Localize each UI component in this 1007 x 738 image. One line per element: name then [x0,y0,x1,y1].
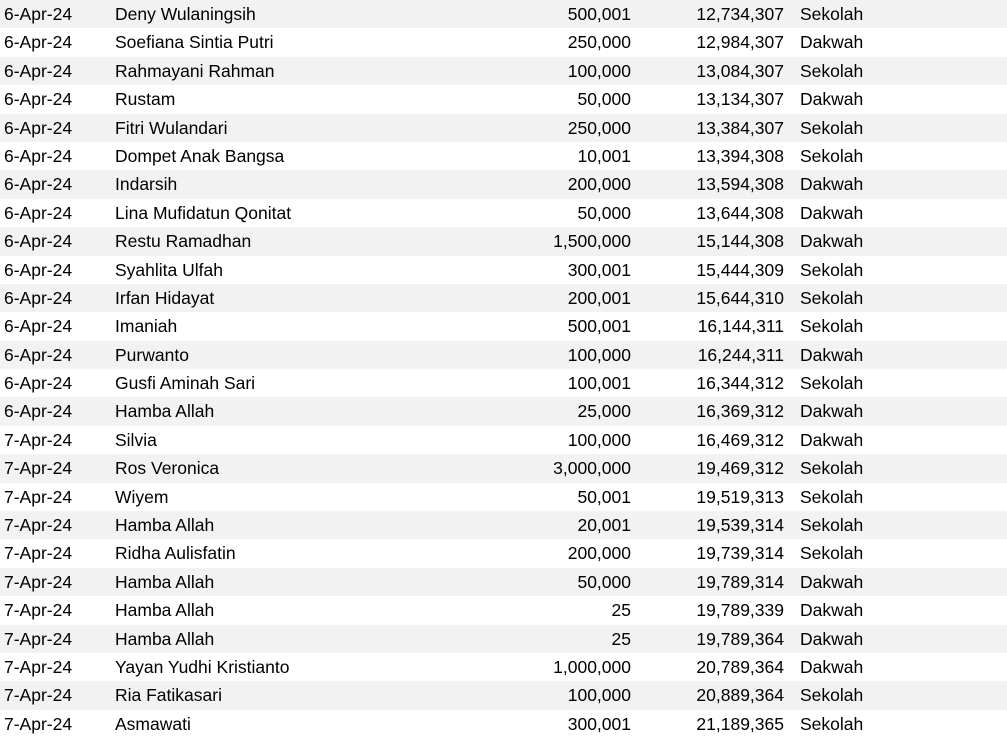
table-row [0,57,1007,85]
date-cell: 7-Apr-24 [4,515,73,536]
name-cell: Imaniah [115,316,178,337]
amount-cell: 100,000 [567,429,631,450]
running-total-cell: 15,444,309 [696,259,784,280]
table-row [0,568,1007,596]
category-cell: Sekolah [800,486,864,507]
running-total-cell: 13,084,307 [696,60,784,81]
category-cell: Sekolah [800,458,864,479]
category-cell: Sekolah [800,713,864,734]
table-row [0,511,1007,539]
category-cell: Dakwah [800,231,864,252]
amount-cell: 50,000 [577,202,631,223]
category-cell: Dakwah [800,89,864,110]
date-cell: 6-Apr-24 [4,32,73,53]
amount-cell: 100,000 [567,344,631,365]
date-cell: 7-Apr-24 [4,713,73,734]
name-cell: Hamba Allah [115,628,215,649]
running-total-cell: 16,244,311 [697,344,784,365]
date-cell: 6-Apr-24 [4,344,73,365]
date-cell: 7-Apr-24 [4,429,73,450]
name-cell: Silvia [115,429,157,450]
table-row [0,199,1007,227]
amount-cell: 25 [611,628,631,649]
running-total-cell: 19,789,339 [696,600,784,621]
running-total-cell: 13,134,307 [696,89,784,110]
running-total-cell: 16,144,311 [697,316,784,337]
table-row [0,28,1007,56]
running-total-cell: 19,789,364 [696,628,784,649]
date-cell: 7-Apr-24 [4,685,73,706]
table-row [0,284,1007,312]
table-row [0,625,1007,653]
category-cell: Dakwah [800,600,864,621]
name-cell: Purwanto [115,344,189,365]
amount-cell: 250,000 [567,117,631,138]
running-total-cell: 19,469,312 [696,458,784,479]
amount-cell: 50,000 [577,571,631,592]
table-row [0,653,1007,681]
date-cell: 6-Apr-24 [4,4,73,24]
amount-cell: 100,000 [567,685,631,706]
table-row [0,681,1007,709]
date-cell: 7-Apr-24 [4,486,73,507]
table-row [0,397,1007,425]
table-row [0,483,1007,511]
category-cell: Sekolah [800,145,864,166]
name-cell: Lina Mufidatun Qonitat [115,202,292,223]
category-cell: Dakwah [800,571,864,592]
date-cell: 7-Apr-24 [4,571,73,592]
date-cell: 6-Apr-24 [4,89,73,110]
category-cell: Dakwah [800,174,864,195]
amount-cell: 250,000 [567,32,631,53]
table-row [0,426,1007,454]
running-total-cell: 13,644,308 [696,202,784,223]
amount-cell: 500,001 [567,316,631,337]
table-row [0,312,1007,340]
category-cell: Sekolah [800,259,864,280]
date-cell: 6-Apr-24 [4,287,73,308]
name-cell: Syahlita Ulfah [115,259,223,280]
running-total-cell: 19,789,314 [696,571,784,592]
date-cell: 7-Apr-24 [4,543,73,564]
date-cell: 6-Apr-24 [4,60,73,81]
name-cell: Ros Veronica [115,458,220,479]
name-cell: Gusfi Aminah Sari [115,373,256,394]
category-cell: Sekolah [800,4,864,24]
table-row [0,142,1007,170]
category-cell: Sekolah [800,515,864,536]
table-row [0,539,1007,567]
name-cell: Hamba Allah [115,571,215,592]
date-cell: 6-Apr-24 [4,259,73,280]
amount-cell: 10,001 [577,145,631,166]
name-cell: Hamba Allah [115,600,215,621]
date-cell: 7-Apr-24 [4,458,73,479]
date-cell: 7-Apr-24 [4,656,73,677]
table-row [0,596,1007,624]
name-cell: Irfan Hidayat [115,287,215,308]
amount-cell: 500,001 [567,4,631,24]
running-total-cell: 13,384,307 [696,117,784,138]
amount-cell: 50,000 [577,89,631,110]
amount-cell: 1,000,000 [553,656,631,677]
name-cell: Wiyem [115,486,169,507]
category-cell: Dakwah [800,429,864,450]
running-total-cell: 21,189,365 [696,713,784,734]
category-cell: Dakwah [800,202,864,223]
table-row [0,454,1007,482]
amount-cell: 25,000 [577,401,631,422]
date-cell: 6-Apr-24 [4,145,73,166]
name-cell: Dompet Anak Bangsa [115,145,285,166]
name-cell: Yayan Yudhi Kristianto [115,656,290,677]
running-total-cell: 16,344,312 [696,373,784,394]
amount-cell: 25 [611,600,631,621]
date-cell: 6-Apr-24 [4,174,73,195]
running-total-cell: 16,369,312 [696,401,784,422]
running-total-cell: 19,739,314 [696,543,784,564]
name-cell: Indarsih [115,174,178,195]
name-cell: Hamba Allah [115,401,215,422]
amount-cell: 200,000 [567,174,631,195]
category-cell: Dakwah [800,401,864,422]
category-cell: Sekolah [800,685,864,706]
amount-cell: 100,001 [567,373,631,394]
running-total-cell: 13,394,308 [696,145,784,166]
running-total-cell: 12,734,307 [696,4,784,24]
name-cell: Rustam [115,89,176,110]
amount-cell: 3,000,000 [553,458,631,479]
name-cell: Asmawati [115,713,191,734]
category-cell: Dakwah [800,344,864,365]
running-total-cell: 20,889,364 [696,685,784,706]
date-cell: 7-Apr-24 [4,628,73,649]
category-cell: Sekolah [800,287,864,308]
running-total-cell: 15,644,310 [696,287,784,308]
running-total-cell: 15,144,308 [696,231,784,252]
table-row [0,341,1007,369]
amount-cell: 200,000 [567,543,631,564]
date-cell: 6-Apr-24 [4,202,73,223]
date-cell: 6-Apr-24 [4,401,73,422]
table-row [0,369,1007,397]
table-row [0,170,1007,198]
category-cell: Dakwah [800,32,864,53]
running-total-cell: 20,789,364 [696,656,784,677]
name-cell: Restu Ramadhan [115,231,252,252]
date-cell: 7-Apr-24 [4,600,73,621]
amount-cell: 200,001 [567,287,631,308]
running-total-cell: 13,594,308 [696,174,784,195]
table-row [0,227,1007,255]
amount-cell: 100,000 [567,60,631,81]
name-cell: Ridha Aulisfatin [115,543,236,564]
running-total-cell: 12,984,307 [696,32,784,53]
table-row [0,85,1007,113]
running-total-cell: 19,539,314 [696,515,784,536]
amount-cell: 300,001 [567,713,631,734]
amount-cell: 50,001 [577,486,631,507]
amount-cell: 1,500,000 [553,231,631,252]
amount-cell: 20,001 [577,515,631,536]
date-cell: 6-Apr-24 [4,117,73,138]
name-cell: Rahmayani Rahman [115,60,275,81]
name-cell: Fitri Wulandari [115,117,228,138]
category-cell: Sekolah [800,543,864,564]
table-row [0,0,1007,28]
date-cell: 6-Apr-24 [4,316,73,337]
table-row [0,114,1007,142]
running-total-cell: 19,519,313 [696,486,784,507]
name-cell: Soefiana Sintia Putri [115,32,274,53]
amount-cell: 300,001 [567,259,631,280]
date-cell: 6-Apr-24 [4,373,73,394]
category-cell: Sekolah [800,117,864,138]
category-cell: Sekolah [800,316,864,337]
table-row [0,710,1007,738]
table-row [0,256,1007,284]
date-cell: 6-Apr-24 [4,231,73,252]
running-total-cell: 16,469,312 [696,429,784,450]
category-cell: Sekolah [800,60,864,81]
category-cell: Dakwah [800,628,864,649]
category-cell: Sekolah [800,373,864,394]
name-cell: Hamba Allah [115,515,215,536]
name-cell: Ria Fatikasari [115,685,222,706]
name-cell: Deny Wulaningsih [115,4,256,24]
category-cell: Dakwah [800,656,864,677]
